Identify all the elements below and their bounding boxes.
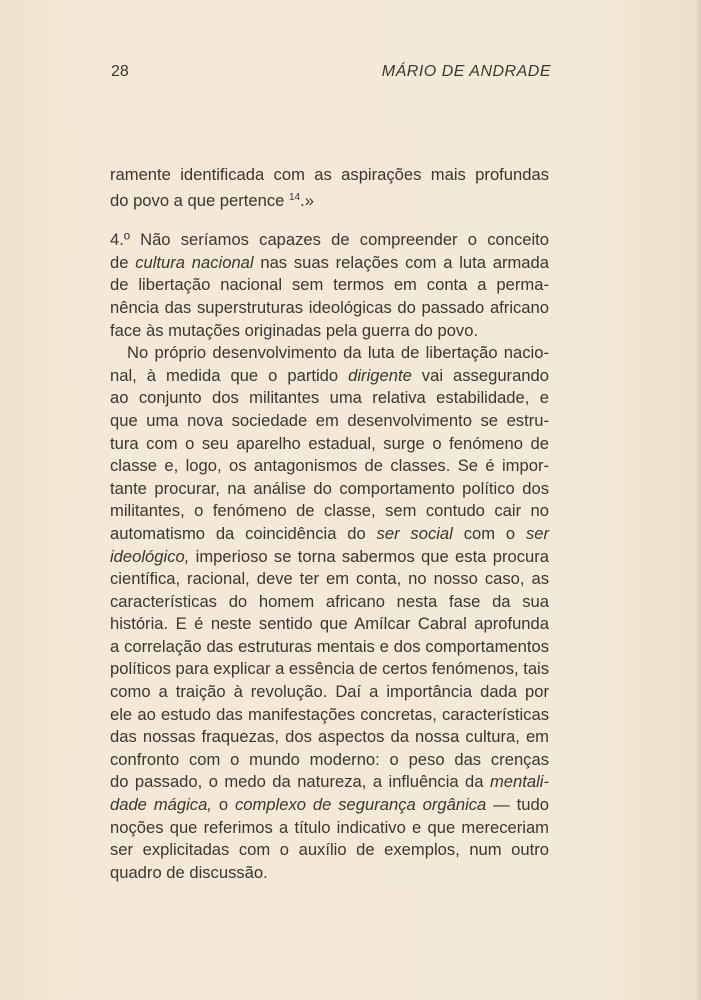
text-line xyxy=(110,455,549,478)
text-segment: automatismo da coincidência do xyxy=(110,523,377,543)
text-line xyxy=(110,433,549,456)
text-segment: das nossas fraquezas, dos aspectos da nossa cultura, em xyxy=(110,727,549,747)
text-line xyxy=(110,342,549,365)
text-line xyxy=(110,591,549,614)
text-segment: ser explicitadas com o auxílio de exemplos, num outro xyxy=(110,840,549,860)
italic-segment: dirigente xyxy=(348,365,412,385)
text-segment: tura com o seu aparelho estadual, surge o fenómeno de xyxy=(110,433,549,453)
italic-segment: ser xyxy=(525,523,549,543)
text-line xyxy=(110,523,549,546)
text-line xyxy=(110,726,549,749)
text-segment: tante procurar, na análise do comportamento político dos xyxy=(110,478,549,498)
text-line xyxy=(110,297,549,320)
text-line xyxy=(110,771,549,794)
text-line xyxy=(110,478,549,501)
text-line xyxy=(110,817,549,840)
italic-segment: mentali- xyxy=(489,772,549,792)
text-line xyxy=(110,794,549,817)
text-line xyxy=(110,862,549,885)
text-line xyxy=(110,681,549,704)
running-head: MÁRIO DE ANDRADE xyxy=(381,63,551,80)
text-segment: vai assegurando xyxy=(411,365,549,385)
text-segment: 4.º Não seríamos capazes de compreender o conceito xyxy=(110,230,549,250)
italic-segment: cultura nacional xyxy=(135,252,254,272)
text-line xyxy=(110,187,549,210)
text-segment: confronto com o mundo moderno: o peso das crenças xyxy=(110,749,549,769)
text-segment: ramente identificada com as aspirações mais profundas xyxy=(110,165,549,184)
text-segment: como a traição à revolução. Daí a importância dada por xyxy=(110,682,549,702)
text-line xyxy=(110,164,549,187)
text-segment: No próprio desenvolvimento da luta de libertação nacio- xyxy=(127,343,549,363)
text-line xyxy=(110,500,549,523)
text-segment: de libertação nacional sem termos em conta a perma- xyxy=(110,275,549,295)
text-line xyxy=(110,636,549,659)
text-line xyxy=(110,546,549,569)
text-segment: científica, racional, deve ter em conta, no nosso caso, as xyxy=(110,569,549,589)
text-line xyxy=(110,252,549,275)
text-line xyxy=(110,274,549,297)
text-segment: imperioso se torna sabermos que esta procura xyxy=(189,546,549,566)
text-line xyxy=(110,658,549,681)
paragraph-gap xyxy=(110,209,549,229)
text-segment: nas suas relações com a luta armada xyxy=(253,252,549,272)
body-text xyxy=(110,164,549,884)
text-line xyxy=(110,568,549,591)
text-segment: história. E é neste sentido que Amílcar Cabral aprofunda xyxy=(110,614,549,634)
footnote-reference: 14 xyxy=(288,191,301,203)
text-segment: .» xyxy=(300,190,314,210)
italic-segment: dade mágica, xyxy=(110,795,212,815)
text-line xyxy=(110,613,549,636)
text-segment: características do homem africano nesta fase da sua xyxy=(110,591,549,611)
text-line xyxy=(110,704,549,727)
text-segment: militantes, o fenómeno de classe, sem contudo cair no xyxy=(110,501,549,521)
italic-segment: complexo de segurança orgânica xyxy=(234,795,487,815)
text-segment: que uma nova sociedade em desenvolvimento se estru- xyxy=(110,410,549,430)
text-segment: ele ao estudo das manifestações concretas, características xyxy=(110,704,549,724)
text-segment: — tudo xyxy=(486,795,549,815)
text-segment: quadro de discussão. xyxy=(110,862,268,882)
text-line xyxy=(110,365,549,388)
text-line xyxy=(110,387,549,410)
text-line xyxy=(110,839,549,862)
text-segment: a correlação das estruturas mentais e dos comportamentos xyxy=(110,636,549,656)
text-line xyxy=(110,229,549,252)
text-segment: ao conjunto dos militantes uma relativa estabilidade, e xyxy=(110,388,549,408)
text-segment: do passado, o medo da natureza, a influência da xyxy=(110,772,490,792)
text-line xyxy=(110,410,549,433)
page-header xyxy=(111,60,551,84)
text-segment: classe e, logo, os antagonismos de classes. Se é impor- xyxy=(110,456,549,476)
text-line xyxy=(110,320,549,343)
text-segment: o xyxy=(211,795,235,815)
text-line xyxy=(110,749,549,772)
italic-segment: ser social xyxy=(376,523,453,543)
page-number: 28 xyxy=(111,63,129,80)
text-segment: do povo a que pertence xyxy=(110,190,289,210)
text-segment: nência das superstruturas ideológicas do passado africano xyxy=(110,297,549,317)
text-segment: políticos para explicar a essência de certos fenómenos, tais xyxy=(110,659,550,679)
text-segment: com o xyxy=(452,523,526,543)
text-segment: de xyxy=(110,252,136,272)
text-segment: nal, à medida que o partido xyxy=(110,365,349,385)
page-edge-shadow xyxy=(695,0,701,1000)
italic-segment: ideológico, xyxy=(110,546,190,566)
text-segment: noções que referimos a título indicativo e que mereceriam xyxy=(110,817,549,837)
text-segment: face às mutações originadas pela guerra do povo. xyxy=(110,320,479,340)
